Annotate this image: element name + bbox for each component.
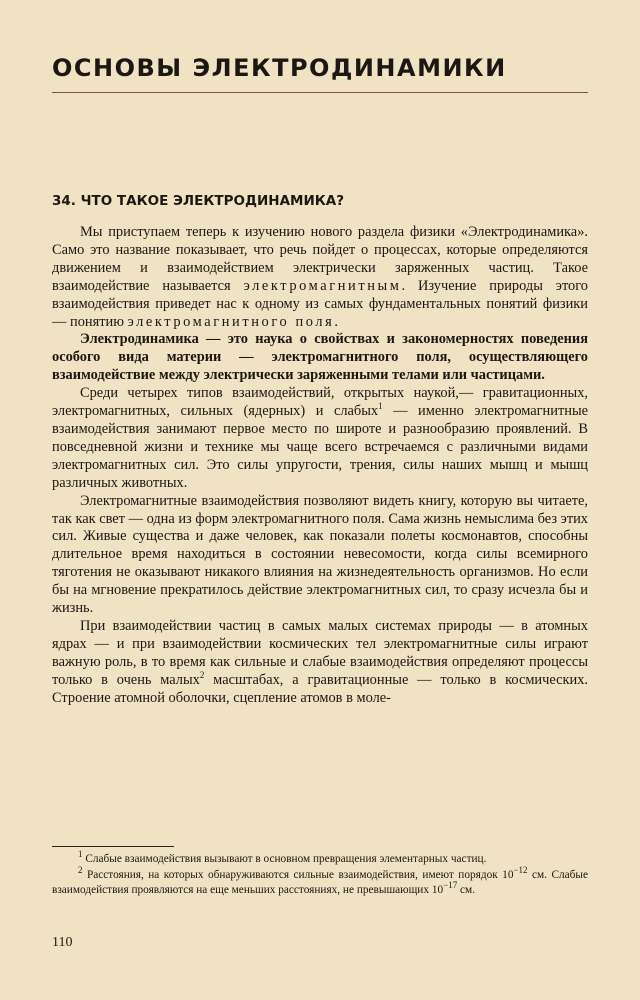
paragraph-1: Мы приступаем теперь к изучению нового раздела физики «Электродинамика». Само это название показывает, что речь пойдет о процессах, которые определяются движением и взаимодействием электрически заряженных частиц. Такое взаимодействие называется электромагнитным. Изучение природы этого взаимодействия приведет нас к одному из самых фундаментальных понятий физики — понятию электромагнитного поля. [52, 224, 588, 330]
term-electromagnetic: электромагнитным [243, 277, 402, 294]
paragraph-3: Среди четырех типов взаимодействий, открытых наукой,— гравитационных, электромагнитных, сильных (ядерных) и слабых$^1$ — именно электромагнитные взаимодействия занимают первое место по широте и разнообразию проявлений. В повседневной жизни и технике мы чаще всего встречаемся с различными видами электромагнитных сил. Это силы упругости, трения, силы наших мышц и мышц различных животных. [52, 385, 589, 491]
footnote-ref-2: 2 [199, 669, 205, 680]
footnote-2: $^2$ Расстояния, на которых обнаруживаются сильные взаимодействия, имеют порядок $10^{-12}$ см. Слабые взаимодействия проявляются на еще меньших расстояниях, не превышающих $10^{-17}$ см. [52, 865, 588, 896]
term-electromagnetic-field: электромагнитного поля [127, 313, 335, 330]
chapter-title: ОСНОВЫ ЭЛЕКТРОДИНАМИКИ [52, 54, 507, 82]
definition-paragraph: Электродинамика — это наука о свойствах и закономерностях поведения особого вида материи — электромагнитного поля, осуществляющего взаимодействие между электрически заряженными телами или частицами. [52, 331, 588, 384]
footnote-ref-1: 1 [378, 401, 383, 412]
footnote-divider [52, 846, 174, 847]
page-number: 110 [52, 935, 73, 950]
body-text [52, 224, 588, 707]
chapter-title-underline [52, 92, 588, 93]
paragraph-4: Электромагнитные взаимодействия позволяют видеть книгу, которую вы читаете, так как свет — одна из форм электромагнитного поля. Сама жизнь немыслима без этих сил. Живые существа и даже человек, как показали полеты космонавтов, способны длительное время находиться в состоянии невесомости, когда силы всемирного тяготения не оказывают никакого влияния на жизнедеятельность организмов. Но если бы на мгновение прекратилось действие электромагнитных сил, то сразу исчезла бы и жизнь. [52, 492, 588, 617]
footnotes [52, 849, 588, 899]
paragraph-5: При взаимодействии частиц в самых малых системах природы — в атомных ядрах — и при взаимодействии космических тел электромагнитные силы играют важную роль, в то время как сильные и слабые взаимодействия определяют процессы только в очень малых$^2$ масштабах, а гравитационные — только в космических. Строение атомной оболочки, сцепление атомов в моле- [52, 617, 588, 706]
footnote-1: $^1$ Слабые взаимодействия вызывают в основном превращения элементарных частиц. [78, 849, 487, 865]
section-title: 34. ЧТО ТАКОЕ ЭЛЕКТРОДИНАМИКА? [52, 193, 345, 209]
